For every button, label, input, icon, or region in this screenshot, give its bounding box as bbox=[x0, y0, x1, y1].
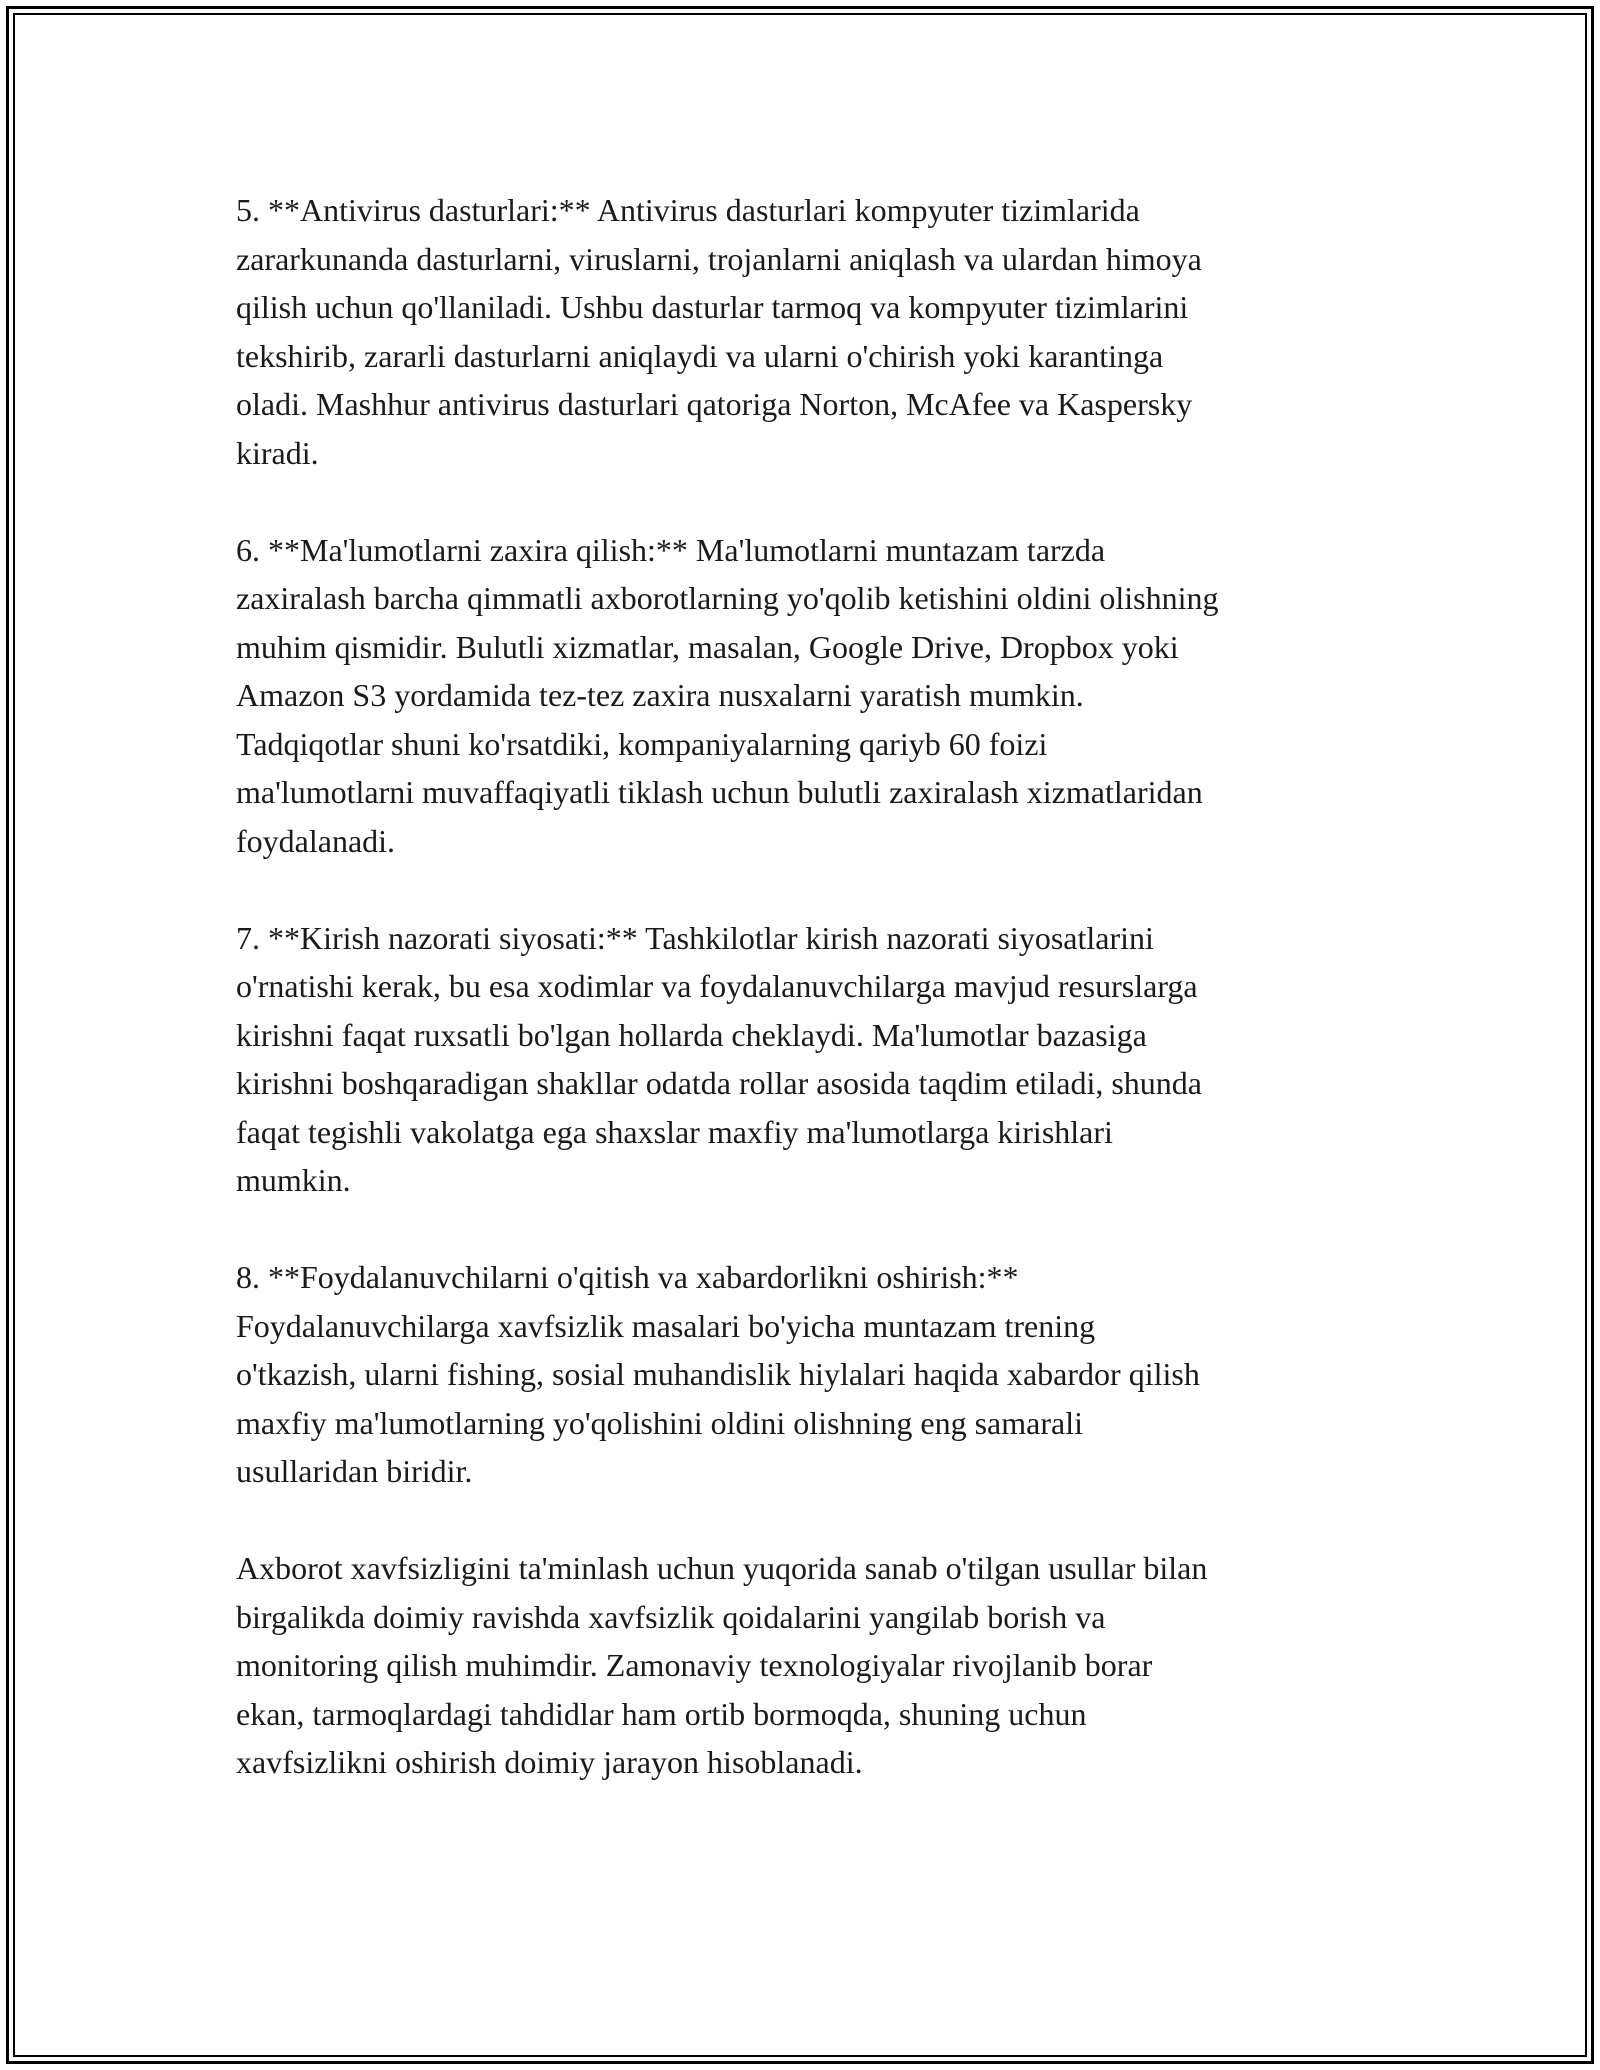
text-line: 6. **Ma'lumotlarni zaxira qilish:** Ma'lumotlarni muntazam tarzda bbox=[236, 531, 1106, 568]
text-line: 5. **Antivirus dasturlari:** Antivirus dasturlari kompyuter tizimlarida bbox=[236, 192, 1140, 228]
text-line: 7. **Kirish nazorati siyosati:** Tashkilotlar kirish nazorati siyosatlarini bbox=[236, 919, 1154, 956]
text-line: monitoring qilish muhimdir. Zamonaviy texnologiyalar rivojlanib borar bbox=[236, 1647, 1153, 1683]
text-line: Tadqiqotlar shuni ko'rsatdiki, kompaniyalarning qariyb 60 foizi bbox=[236, 725, 1048, 762]
paragraph-conclusion bbox=[236, 1544, 1376, 1787]
text-line: Amazon S3 yordamida tez-tez zaxira nusxalarni yaratish mumkin. bbox=[236, 677, 1084, 713]
text-line: Foydalanuvchilarga xavfsizlik masalari bo'yicha muntazam trening bbox=[236, 1307, 1096, 1344]
text-line: kirishni boshqaradigan shakllar odatda rollar asosida taqdim etiladi, shunda bbox=[236, 1065, 1202, 1101]
text-line: o'tkazish, ularni fishing, sosial muhandislik hiylalari haqida xabardor qilish bbox=[236, 1356, 1200, 1392]
text-line: birgalikda doimiy ravishda xavfsizlik qoidalarini yangilab borish va bbox=[236, 1598, 1106, 1635]
text-line: zararkunanda dasturlarni, viruslarni, trojanlarni aniqlash va ulardan himoya bbox=[236, 240, 1202, 277]
text-line: zaxiralash barcha qimmatli axborotlarning yo'qolib ketishini oldini olishning bbox=[236, 580, 1219, 616]
text-line: mumkin. bbox=[236, 1162, 351, 1198]
text-line: foydalanadi. bbox=[236, 822, 396, 859]
text-line: ma'lumotlarni muvaffaqiyatli tiklash uchun bulutli zaxiralash xizmatlaridan bbox=[236, 774, 1203, 810]
text-line: usullaridan biridir. bbox=[236, 1453, 473, 1489]
paragraph-antivirus bbox=[236, 186, 1376, 477]
text-line: xavfsizlikni oshirish doimiy jarayon hisoblanadi. bbox=[236, 1744, 863, 1780]
text-line: faqat tegishli vakolatga ega shaxslar maxfiy ma'lumotlarga kirishlari bbox=[236, 1113, 1113, 1150]
text-line: 8. **Foydalanuvchilarni o'qitish va xabardorlikni oshirish:** bbox=[236, 1259, 1019, 1295]
text-line: maxfiy ma'lumotlarning yo'qolishini oldini olishning eng samarali bbox=[236, 1404, 1083, 1441]
text-line: Axborot xavfsizligini ta'minlash uchun yuqorida sanab o'tilgan usullar bilan bbox=[236, 1550, 1208, 1586]
text-line: muhim qismidir. Bulutli xizmatlar, masalan, Google Drive, Dropbox yoki bbox=[236, 628, 1179, 665]
text-line: tekshirib, zararli dasturlarni aniqlaydi va ularni o'chirish yoki karantinga bbox=[236, 337, 1164, 374]
paragraph-backup bbox=[236, 526, 1376, 866]
text-line: kiradi. bbox=[236, 434, 319, 471]
paragraph-access-control bbox=[236, 914, 1376, 1205]
text-line: kirishni faqat ruxsatli bo'lgan hollarda cheklaydi. Ma'lumotlar bazasiga bbox=[236, 1016, 1147, 1053]
document-body bbox=[236, 186, 1376, 1835]
text-line: oladi. Mashhur antivirus dasturlari qatoriga Norton, McAfee va Kaspersky bbox=[236, 386, 1193, 422]
text-line: ekan, tarmoqlardagi tahdidlar ham ortib bormoqda, shuning uchun bbox=[236, 1695, 1087, 1732]
text-line: o'rnatishi kerak, bu esa xodimlar va foydalanuvchilarga mavjud resurslarga bbox=[236, 968, 1198, 1004]
text-line: qilish uchun qo'llaniladi. Ushbu dasturlar tarmoq va kompyuter tizimlarini bbox=[236, 289, 1189, 325]
paragraph-user-training bbox=[236, 1253, 1376, 1496]
